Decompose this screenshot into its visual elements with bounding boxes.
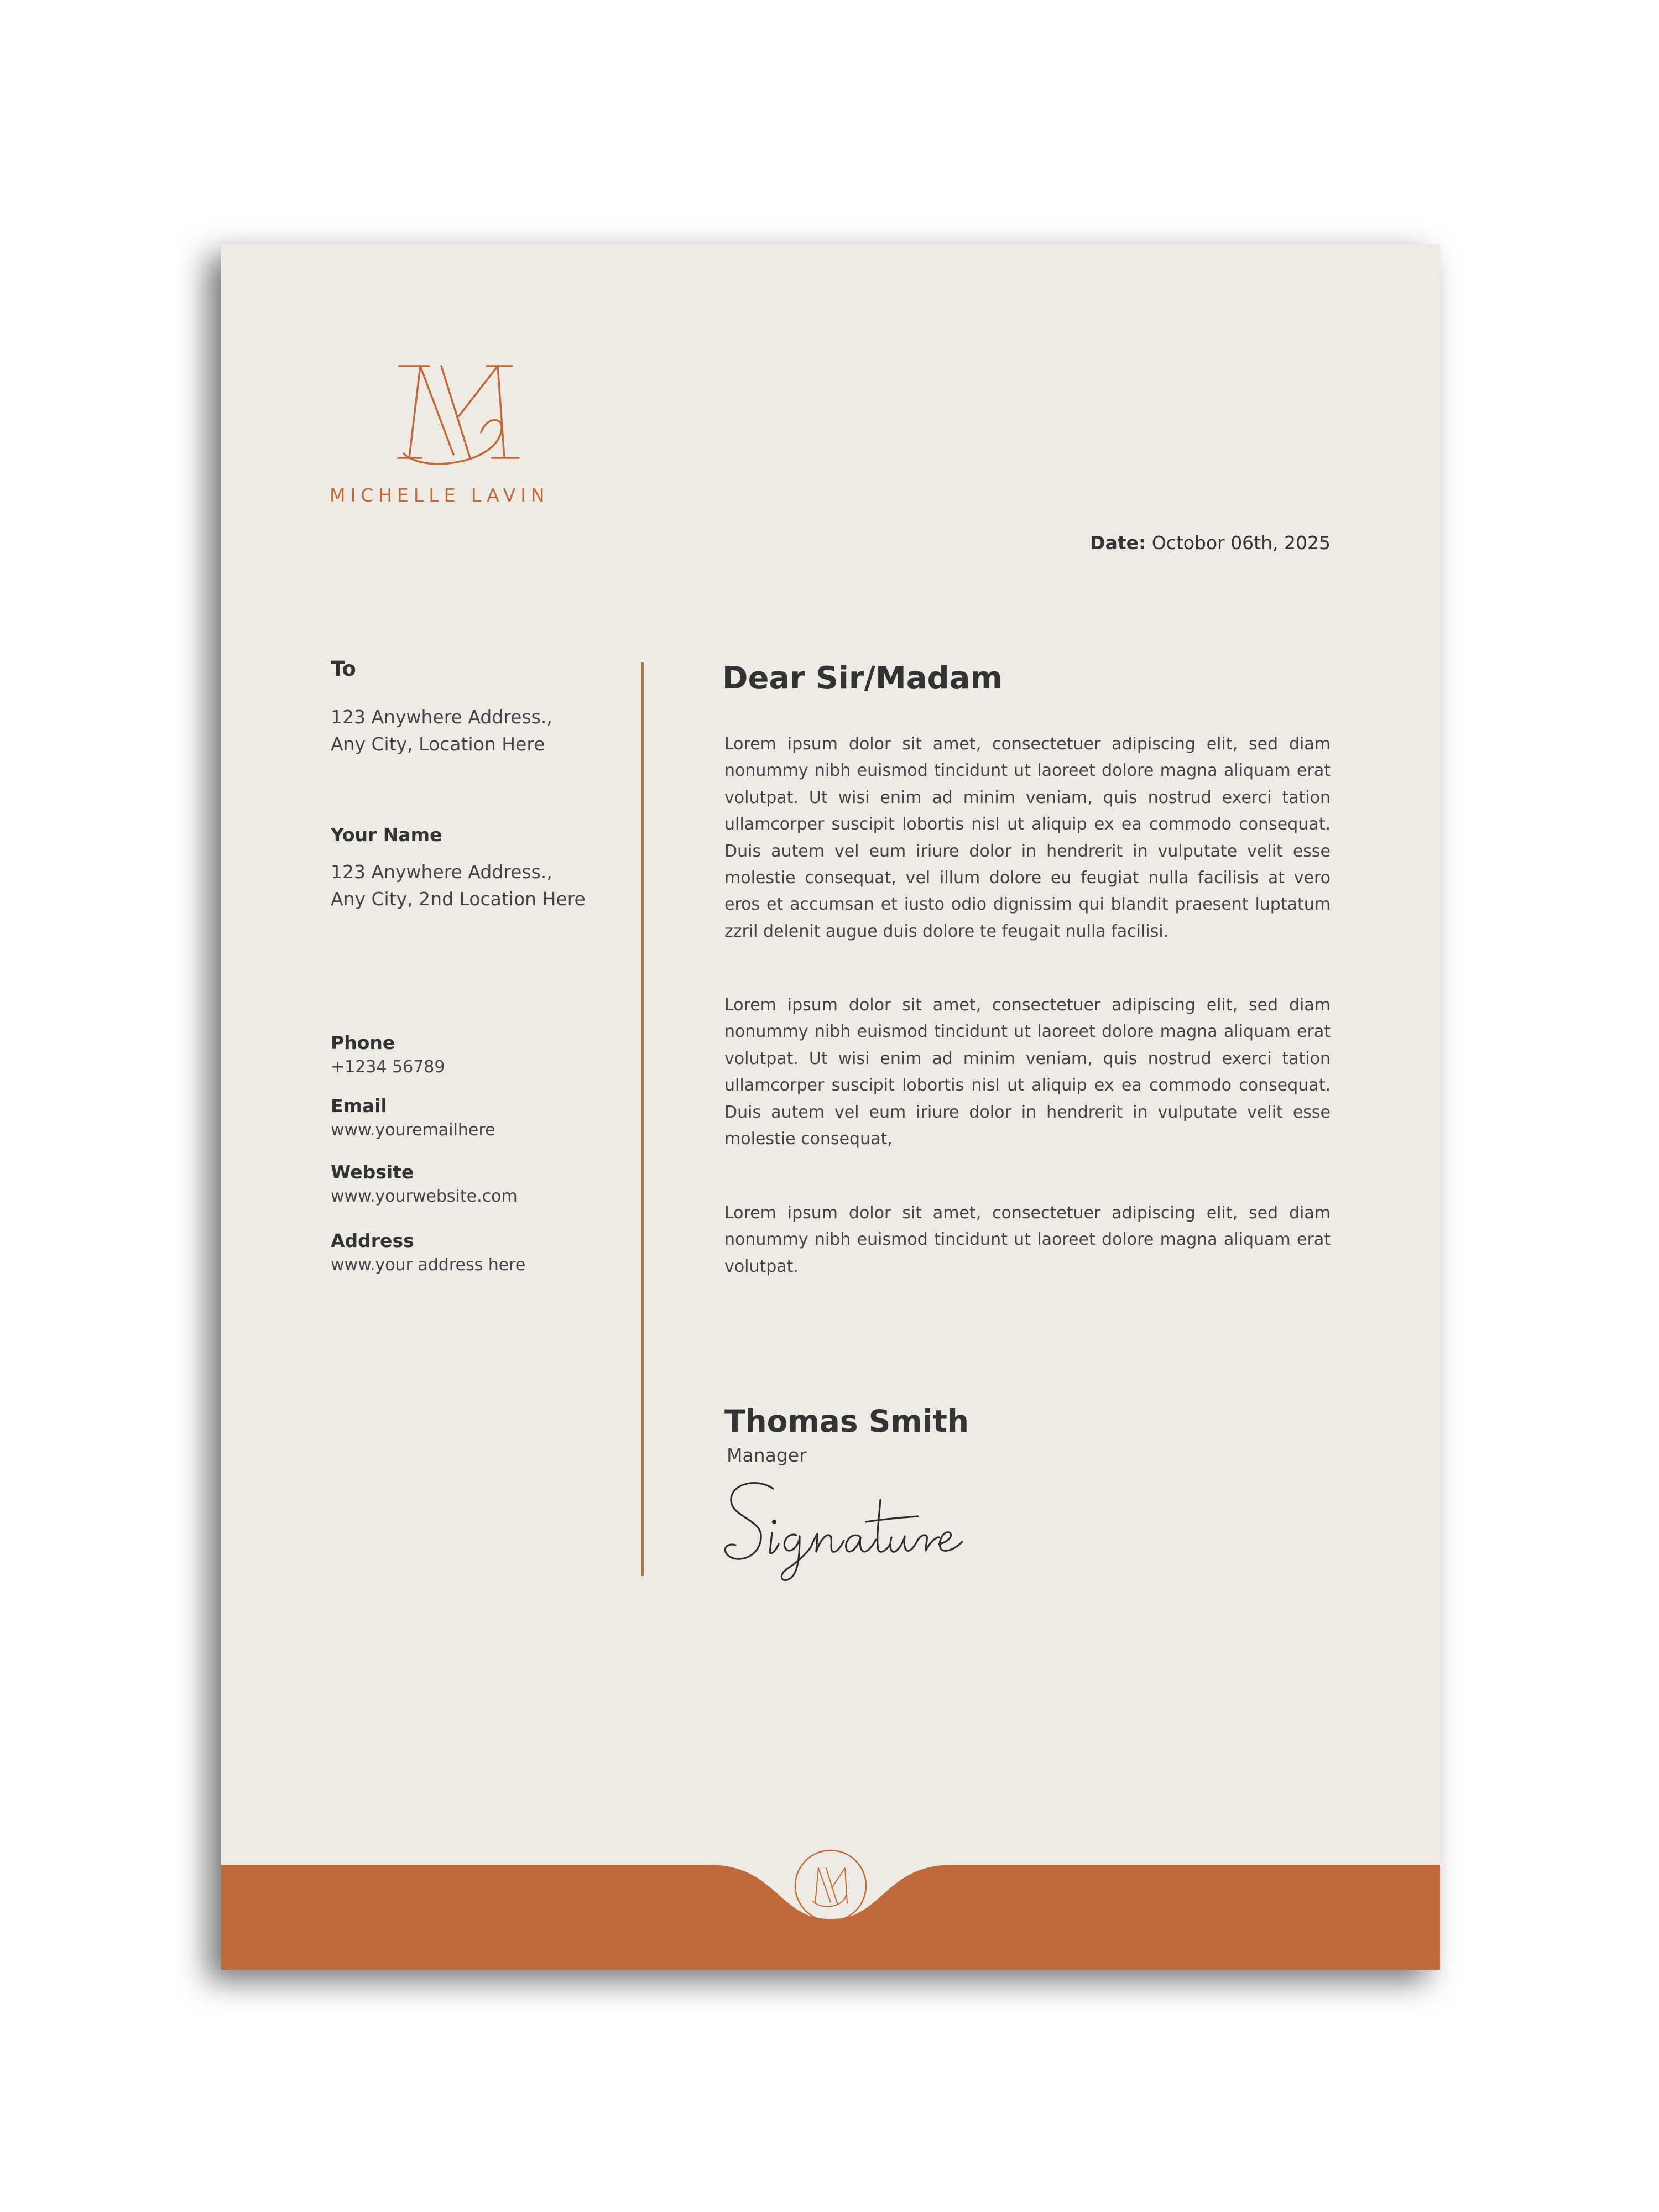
vertical-divider: [641, 662, 644, 1576]
letter-paragraph-2: Lorem ipsum dolor sit amet, consectetuer adipiscing elit, sed diam nonummy nibh euismod tincidunt ut laoreet dolore magna aliquam erat volutpat. Ut wisi enim ad minim veniam, quis nostrud exerci tation ullamcorper suscipit lobortis nisl ut aliquip ex ea commodo consequat. Duis autem vel eum iriure dolor in hendrerit in vulputate velit esse molestie consequat,: [724, 995, 1331, 1149]
letterhead-page: [221, 244, 1440, 1970]
footer-monogram-icon: [791, 1846, 870, 1926]
contact-email-value: www.youremailhere: [331, 1120, 495, 1140]
sender-heading: Your Name: [331, 824, 442, 846]
brand-name: MICHELLE LAVIN: [330, 484, 550, 506]
contact-phone-label: Phone: [331, 1032, 395, 1053]
letter-greeting: Dear Sir/Madam: [722, 660, 1003, 696]
brand-monogram-logo: [387, 349, 531, 471]
contact-email-label: Email: [331, 1095, 387, 1117]
date-value: Octobor 06th, 2025: [1151, 532, 1331, 554]
letter-paragraph-3: Lorem ipsum dolor sit amet, consectetuer adipiscing elit, sed diam nonummy nibh euismod tincidunt ut laoreet dolore magna aliquam erat volutpat.: [724, 1203, 1331, 1276]
recipient-heading: To: [331, 657, 356, 681]
letter-paragraph-1: Lorem ipsum dolor sit amet, consectetuer adipiscing elit, sed diam nonummy nibh euismod tincidunt ut laoreet dolore magna aliquam erat volutpat. Ut wisi enim ad minim veniam, quis nostrud exerci tation ullamcorper suscipit lobortis nisl ut aliquip ex ea commodo consequat. Duis autem vel eum iriure dolor in hendrerit in vulputate velit esse molestie consequat, vel illum dolore eu feugiat nulla facilisis at vero eros et accumsan et iusto odio dignissim qui blandit praesent luptatum zzril delenit augue duis dolore te feugait nulla facilisi.: [724, 734, 1331, 941]
contact-phone-value: +1234 56789: [331, 1057, 445, 1077]
signatory-role: Manager: [727, 1444, 807, 1466]
recipient-address-line2: Any City, Location Here: [331, 733, 545, 755]
recipient-address-line1: 123 Anywhere Address.,: [331, 706, 552, 728]
contact-address-value: www.your address here: [331, 1255, 526, 1275]
handwritten-signature: [719, 1467, 1006, 1588]
letter-date: [1090, 532, 1331, 554]
signatory-name: Thomas Smith: [724, 1404, 969, 1439]
sender-address-line1: 123 Anywhere Address.,: [331, 861, 552, 883]
sender-address-line2: Any City, 2nd Location Here: [331, 888, 586, 910]
contact-website-value: www.yourwebsite.com: [331, 1187, 518, 1206]
contact-address-label: Address: [331, 1230, 414, 1251]
date-label: Date:: [1090, 532, 1146, 554]
contact-website-label: Website: [331, 1161, 414, 1183]
